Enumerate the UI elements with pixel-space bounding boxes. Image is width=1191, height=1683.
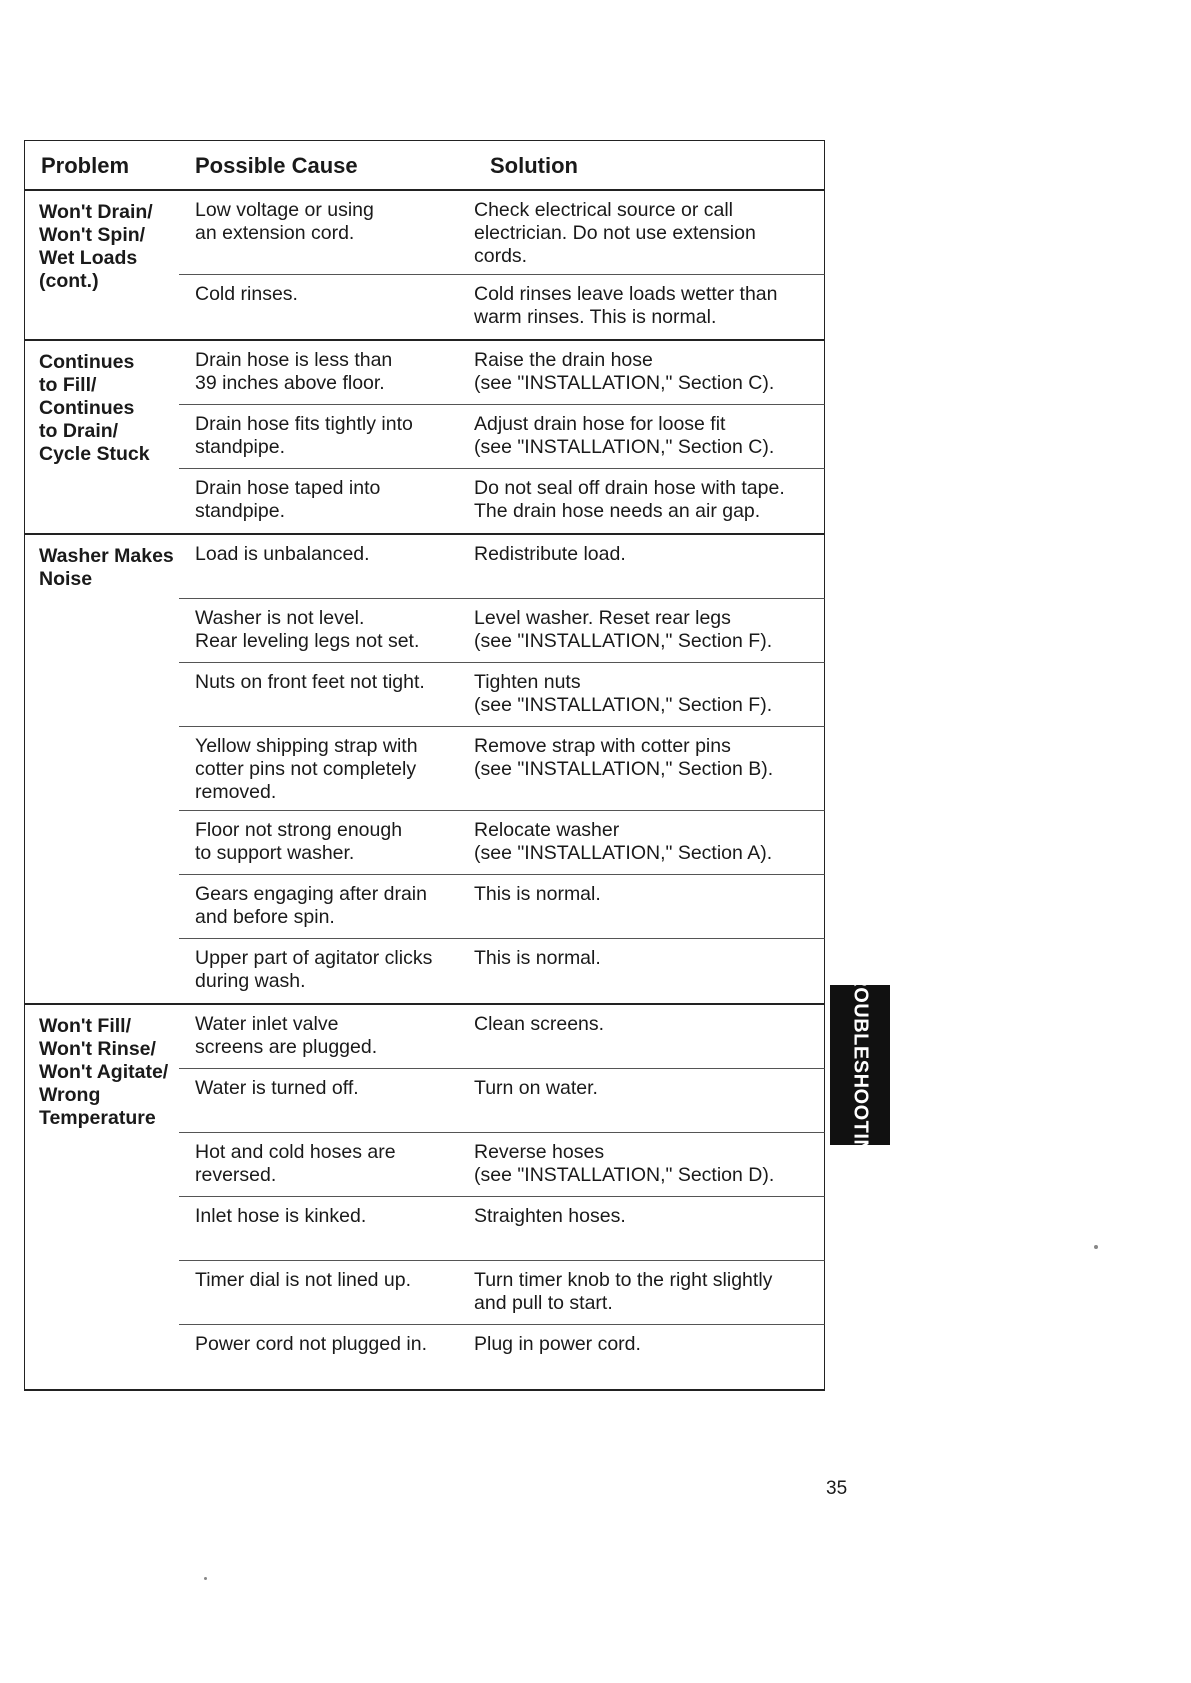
table-row	[179, 275, 825, 339]
table-row	[179, 1133, 825, 1197]
problem-group	[25, 341, 825, 535]
cause-cell: Low voltage or using an extension cord.	[195, 199, 374, 244]
table-row	[179, 1069, 825, 1133]
cause-solution-list	[179, 535, 825, 1003]
table-row	[179, 341, 825, 405]
solution-cell: Check electrical source or call electrician. Do not use extension cords.	[474, 199, 756, 267]
cause-cell: Floor not strong enough to support washer.	[195, 819, 403, 864]
table-row	[179, 727, 825, 811]
cause-cell: Hot and cold hoses are reversed.	[195, 1141, 396, 1186]
table-row	[179, 1325, 825, 1389]
cause-cell: Timer dial is not lined up.	[195, 1269, 412, 1291]
solution-cell: This is normal.	[474, 947, 601, 969]
solution-cell: Level washer. Reset rear legs (see "INSTALLATION," Section F).	[474, 607, 773, 652]
table-row	[179, 875, 825, 939]
problem-label: Won't Drain/ Won't Spin/ Wet Loads (cont.)	[39, 201, 153, 292]
cause-cell: Nuts on front feet not tight.	[195, 671, 425, 693]
cause-cell: Upper part of agitator clicks during wash.	[195, 947, 433, 992]
page-number: 35	[826, 1478, 848, 1499]
table-row	[179, 811, 825, 875]
solution-cell: Turn timer knob to the right slightly and pull to start.	[474, 1269, 773, 1314]
table-header	[25, 140, 825, 191]
table-row	[179, 1261, 825, 1325]
table-row	[179, 599, 825, 663]
cause-solution-list	[179, 1005, 825, 1389]
solution-cell: Remove strap with cotter pins (see "INSTALLATION," Section B).	[474, 735, 774, 780]
solution-cell: Straighten hoses.	[474, 1205, 626, 1227]
cause-cell: Power cord not plugged in.	[195, 1333, 427, 1355]
solution-cell: Clean screens.	[474, 1013, 605, 1035]
solution-cell: Raise the drain hose (see "INSTALLATION," Section C).	[474, 349, 775, 394]
solution-cell: Turn on water.	[474, 1077, 598, 1099]
solution-cell: Adjust drain hose for loose fit (see "INSTALLATION," Section C).	[474, 413, 775, 458]
solution-cell: Tighten nuts (see "INSTALLATION," Section F).	[474, 671, 773, 716]
scan-speck	[204, 1577, 207, 1580]
table-body	[25, 191, 825, 1391]
table-row	[179, 469, 825, 533]
solution-cell: Plug in power cord.	[474, 1333, 641, 1355]
cause-cell: Drain hose taped into standpipe.	[195, 477, 381, 522]
table-row	[179, 405, 825, 469]
table-row	[179, 1197, 825, 1261]
problem-group	[25, 535, 825, 1005]
solution-cell: Relocate washer (see "INSTALLATION," Section A).	[474, 819, 773, 864]
troubleshooting-table	[24, 140, 825, 1391]
table-row	[179, 663, 825, 727]
cause-cell: Drain hose is less than 39 inches above floor.	[195, 349, 393, 394]
cause-cell: Yellow shipping strap with cotter pins not completely removed.	[195, 735, 418, 803]
solution-cell: Redistribute load.	[474, 543, 626, 565]
scan-speck	[1094, 1245, 1098, 1249]
solution-cell: This is normal.	[474, 883, 601, 905]
cause-cell: Gears engaging after drain and before spin.	[195, 883, 427, 928]
table-row	[179, 1005, 825, 1069]
solution-cell: Reverse hoses (see "INSTALLATION," Section D).	[474, 1141, 775, 1186]
problem-label: Washer Makes Noise	[39, 545, 174, 590]
solution-cell: Cold rinses leave loads wetter than warm rinses. This is normal.	[474, 283, 778, 328]
cause-cell: Washer is not level. Rear leveling legs not set.	[195, 607, 420, 652]
header-problem: Problem	[41, 153, 130, 178]
problem-label: Won't Fill/ Won't Rinse/ Won't Agitate/ Wrong Temperature	[39, 1015, 169, 1129]
header-solution: Solution	[490, 153, 578, 178]
table-row	[179, 191, 825, 275]
table-row	[179, 939, 825, 1003]
cause-cell: Load is unbalanced.	[195, 543, 370, 565]
cause-cell: Cold rinses.	[195, 283, 298, 305]
section-tab-label: TROUBLESHOOTING	[849, 959, 872, 1171]
cause-cell: Drain hose fits tightly into standpipe.	[195, 413, 413, 458]
table-row	[179, 535, 825, 599]
solution-cell: Do not seal off drain hose with tape. The drain hose needs an air gap.	[474, 477, 785, 522]
problem-label: Continues to Fill/ Continues to Drain/ Cycle Stuck	[39, 351, 150, 465]
section-tab	[830, 959, 890, 1171]
cause-cell: Water is turned off.	[195, 1077, 359, 1099]
header-cause: Possible Cause	[195, 153, 358, 178]
problem-group	[25, 1005, 825, 1391]
cause-cell: Water inlet valve screens are plugged.	[195, 1013, 378, 1058]
problem-group	[25, 191, 825, 341]
cause-solution-list	[179, 341, 825, 533]
cause-solution-list	[179, 191, 825, 339]
cause-cell: Inlet hose is kinked.	[195, 1205, 367, 1227]
